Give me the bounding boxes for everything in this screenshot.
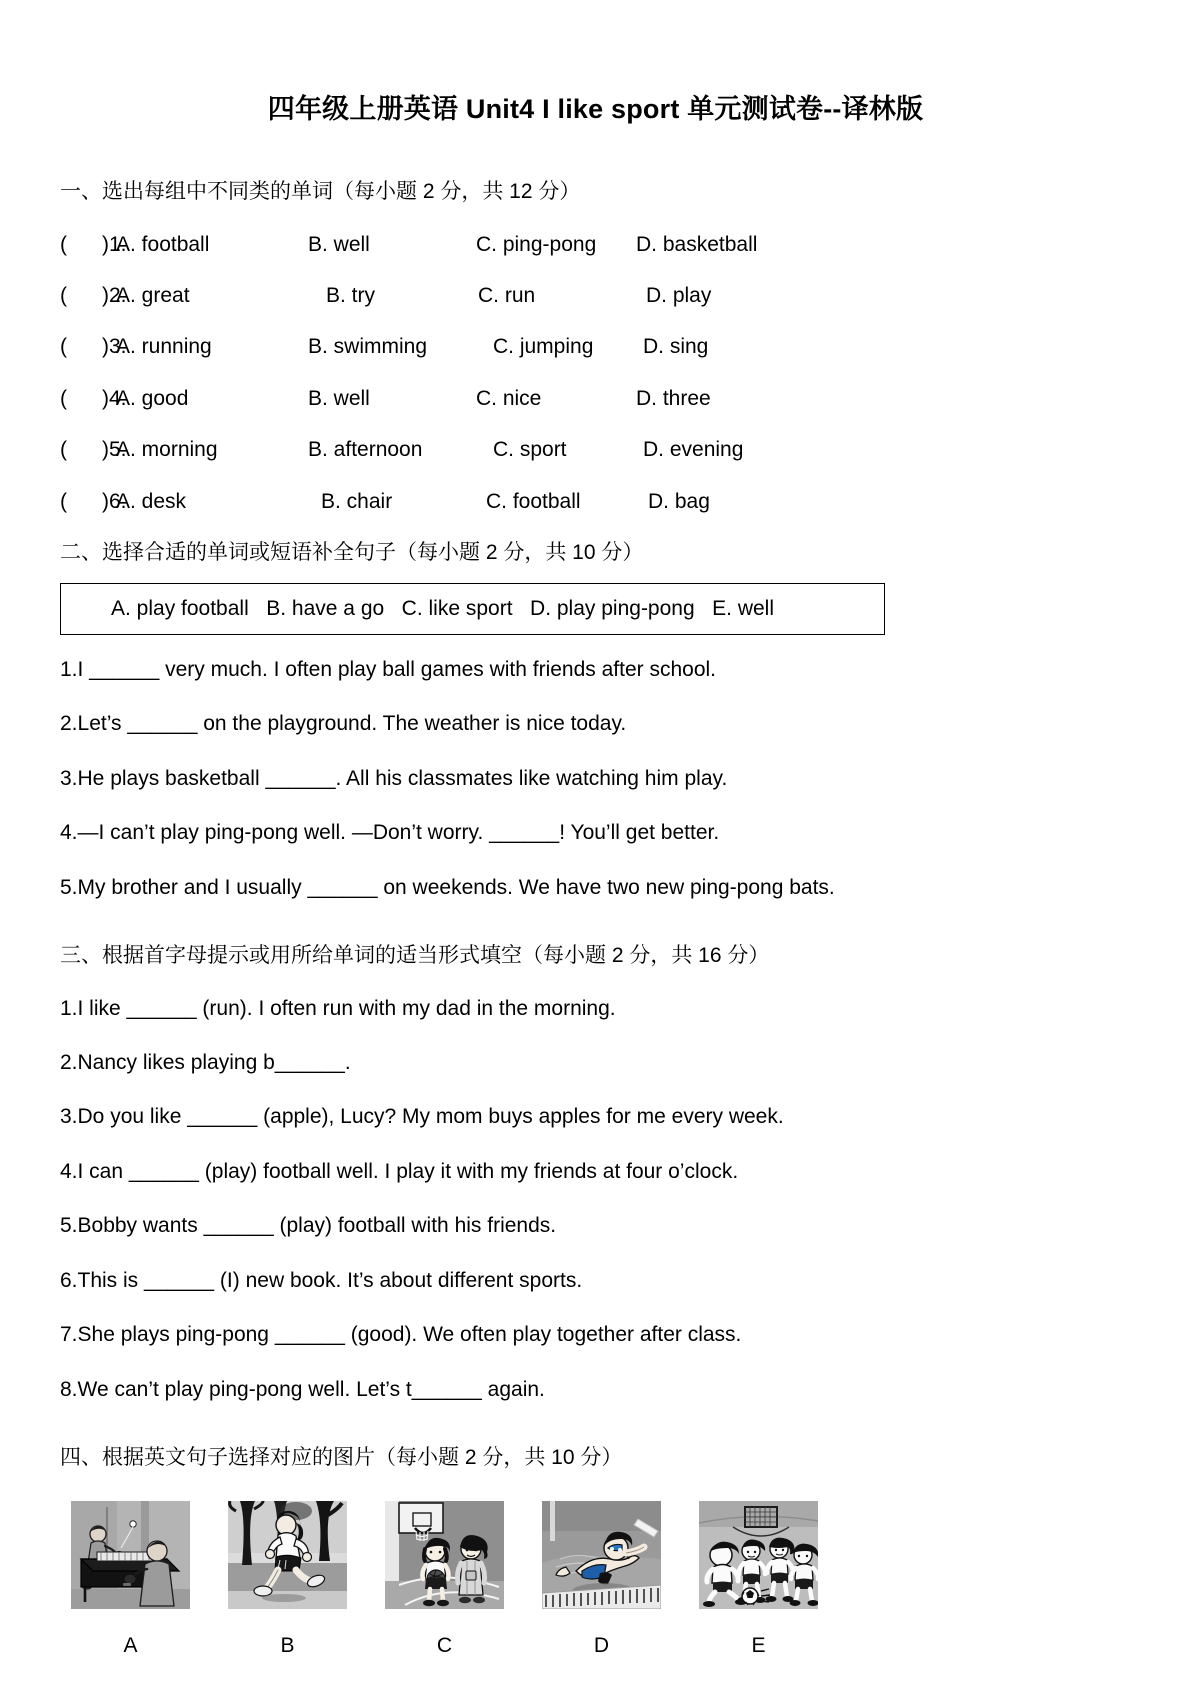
fill-blank-sentence[interactable]: 5.Bobby wants ______ (play) football with his friends. xyxy=(60,1214,557,1238)
mc-option-a[interactable]: A. great xyxy=(116,283,190,307)
picture-options-row xyxy=(60,1501,1131,1656)
mc-option-b[interactable]: B. swimming xyxy=(308,335,428,359)
mc-option-d[interactable]: D. three xyxy=(636,386,711,410)
mc-option-c[interactable]: C. run xyxy=(478,283,536,307)
mc-option-a[interactable]: A. morning xyxy=(116,438,218,462)
fill-blank-sentence[interactable]: 7.She plays ping-pong ______ (good). We often play together after class. xyxy=(60,1323,742,1347)
page-title: 四年级上册英语 Unit4 I like sport 单元测试卷--译林版 xyxy=(267,94,924,124)
mc-option-c[interactable]: C. sport xyxy=(493,438,567,462)
fill-blank-sentence[interactable]: 2.Nancy likes playing b______. xyxy=(60,1050,351,1074)
fill-blank-sentence[interactable]: 5.My brother and I usually ______ on weekends. We have two new ping-pong bats. xyxy=(60,875,835,899)
fill-blank-sentence[interactable]: 3.He plays basketball ______. All his classmates like watching him play. xyxy=(60,766,728,790)
mc-option-c[interactable]: C. jumping xyxy=(493,335,594,359)
section-heading-four: 四、根据英文句子选择对应的图片（每小题 2 分，共 10 分） xyxy=(60,1446,623,1470)
mc-option-b[interactable]: B. afternoon xyxy=(308,438,423,462)
mc-option-a[interactable]: A. football xyxy=(116,232,210,256)
fill-blank-sentence[interactable]: 3.Do you like ______ (apple), Lucy? My mom buys apples for me every week. xyxy=(60,1105,784,1129)
picture-label-e: E xyxy=(751,1634,766,1658)
mc-question-row xyxy=(60,384,1131,414)
mc-option-c[interactable]: C. football xyxy=(486,489,581,513)
mc-option-b[interactable]: B. well xyxy=(308,232,370,256)
mc-option-d[interactable]: D. bag xyxy=(648,489,710,513)
ping-pong-match-picture xyxy=(71,1501,190,1609)
spacer xyxy=(60,127,1131,177)
mc-question-row xyxy=(60,230,1131,260)
fill-blank-sentence[interactable]: 8.We can’t play ping-pong well. Let’s t______ again. xyxy=(60,1377,545,1401)
mc-option-d[interactable]: D. sing xyxy=(643,335,709,359)
section-heading-one: 一、选出每组中不同类的单词（每小题 2 分，共 12 分） xyxy=(60,180,581,204)
spacer xyxy=(60,1429,1131,1443)
fill-blank-sentence[interactable]: 6.This is ______ (I) new book. It’s about different sports. xyxy=(60,1268,583,1292)
mc-option-c[interactable]: C. ping-pong xyxy=(476,232,597,256)
mc-option-b[interactable]: B. try xyxy=(326,283,376,307)
picture-option-a[interactable] xyxy=(71,1501,190,1656)
mc-option-a[interactable]: A. running xyxy=(116,335,212,359)
picture-option-d[interactable] xyxy=(542,1501,661,1656)
mc-option-b[interactable]: B. chair xyxy=(321,489,393,513)
picture-option-b[interactable] xyxy=(228,1501,347,1656)
answer-paren-blank[interactable]: ( )3. xyxy=(60,335,127,359)
mc-question-row xyxy=(60,487,1131,517)
section-heading-two: 二、选择合适的单词或短语补全句子（每小题 2 分，共 10 分） xyxy=(60,541,644,565)
answer-paren-blank[interactable]: ( )5. xyxy=(60,438,127,462)
fill-blank-sentence[interactable]: 4.—I can’t play ping-pong well. —Don’t worry. ______! You’ll get better. xyxy=(60,821,720,845)
spacer xyxy=(60,927,1131,941)
picture-option-e[interactable] xyxy=(699,1501,818,1656)
mc-option-d[interactable]: D. play xyxy=(646,283,712,307)
picture-label-c: C xyxy=(436,1634,453,1658)
mc-option-b[interactable]: B. well xyxy=(308,386,370,410)
children-football-picture xyxy=(699,1501,818,1609)
word-bank-box[interactable]: A. play football B. have a go C. like sport D. play ping-pong E. well xyxy=(60,583,885,635)
answer-paren-blank[interactable]: ( )1. xyxy=(60,232,127,256)
answer-paren-blank[interactable]: ( )4. xyxy=(60,386,127,410)
mc-question-row xyxy=(60,332,1131,362)
mc-question-row xyxy=(60,281,1131,311)
picture-option-c[interactable] xyxy=(385,1501,504,1656)
picture-label-a: A xyxy=(123,1634,138,1658)
fill-blank-sentence[interactable]: 1.I ______ very much. I often play ball games with friends after school. xyxy=(60,657,717,681)
answer-paren-blank[interactable]: ( )2. xyxy=(60,283,127,307)
fill-blank-sentence[interactable]: 2.Let’s ______ on the playground. The weather is nice today. xyxy=(60,712,627,736)
picture-label-d: D xyxy=(593,1634,610,1658)
mc-option-c[interactable]: C. nice xyxy=(476,386,542,410)
fill-blank-sentence[interactable]: 4.I can ______ (play) football well. I play it with my friends at four o’clock. xyxy=(60,1159,739,1183)
section-heading-three: 三、根据首字母提示或用所给单词的适当形式填空（每小题 2 分，共 16 分） xyxy=(60,944,770,968)
spacer xyxy=(60,208,1131,230)
girl-running-picture xyxy=(228,1501,347,1609)
answer-paren-blank[interactable]: ( )6. xyxy=(60,489,127,513)
mc-option-d[interactable]: D. basketball xyxy=(636,232,758,256)
picture-label-b: B xyxy=(280,1634,295,1658)
mc-option-d[interactable]: D. evening xyxy=(643,438,744,462)
fill-blank-sentence[interactable]: 1.I like ______ (run). I often run with my dad in the morning. xyxy=(60,996,616,1020)
basketball-court-picture xyxy=(385,1501,504,1609)
mc-question-row xyxy=(60,435,1131,465)
mc-option-a[interactable]: A. desk xyxy=(116,489,187,513)
boy-swimming-picture xyxy=(542,1501,661,1609)
spacer xyxy=(60,972,1131,994)
mc-option-a[interactable]: A. good xyxy=(116,386,189,410)
